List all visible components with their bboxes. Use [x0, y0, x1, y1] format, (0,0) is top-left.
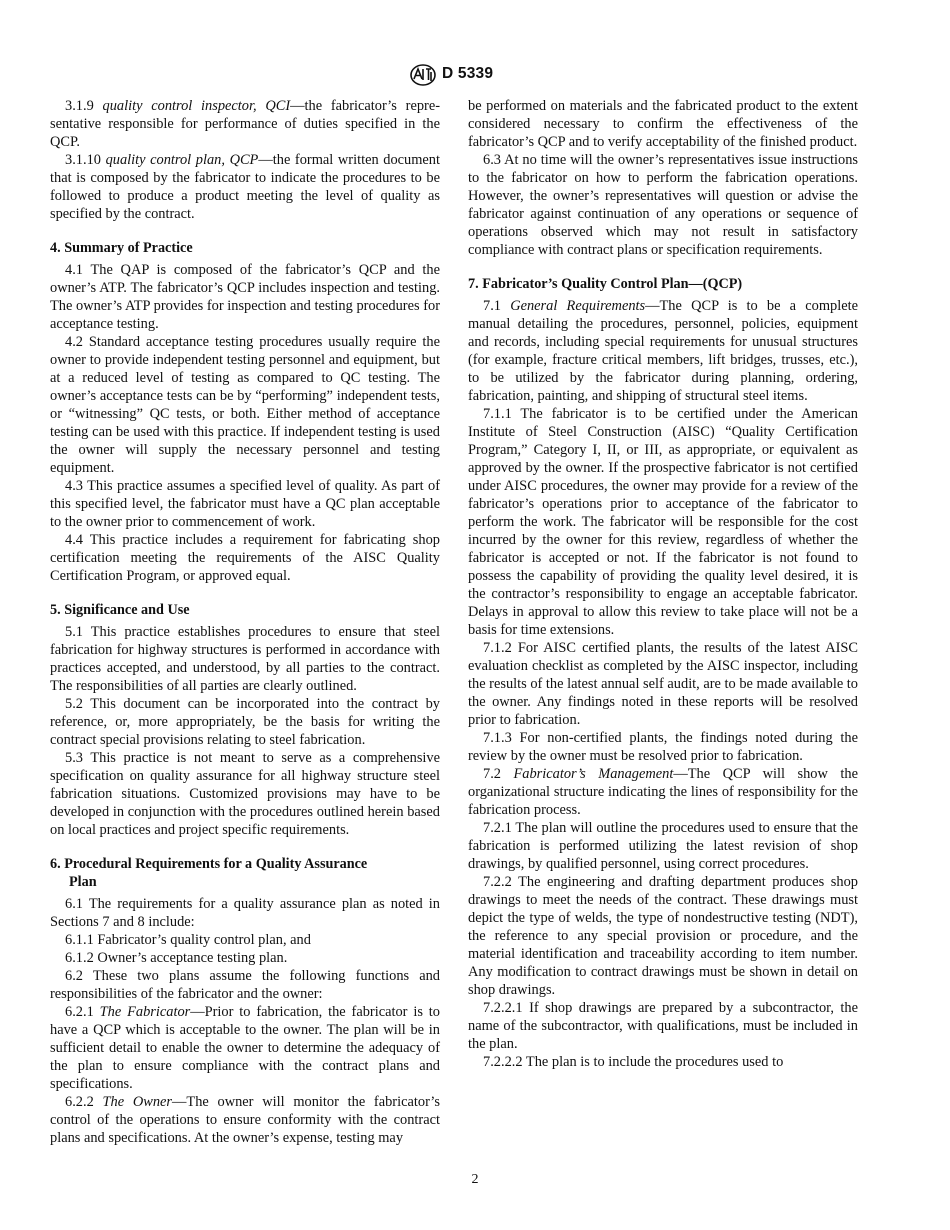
paragraph: [468, 151, 858, 259]
clause-number: 5.1: [65, 624, 91, 640]
clause-text: At no time will the owner’s representatives issue instructions to the fabricator on how to perform the fabrication operations. However, the owner’s representatives will question or advise the fabricator against continuation of any operations or sequence of operations observed which may not result in satisfactory compliance with contract plans or specification requirements.: [468, 152, 858, 258]
paragraph: [50, 695, 440, 749]
paragraph: [50, 749, 440, 839]
clause-text: These two plans assume the following functions and responsibilities of the fabricator and the owner:: [50, 968, 441, 1002]
astm-logo-icon: [410, 64, 436, 86]
left-column: [50, 97, 440, 1147]
clause-text: —The owner will monitor the fabricator’s control of the operations to ensure conformity with the contract plans and specifications. At the owner’s expense, testing may: [50, 1094, 440, 1146]
clause-text: The requirements for a quality assurance plan as noted in Sections 7 and 8 include:: [50, 896, 440, 930]
clause-term: Fabricator’s Management: [513, 766, 674, 782]
clause-text: —The QCP is to be a complete manual detailing the procedures, personnel, policies, equipment and records, including special requirements for unusual structures (for example, fracture critical members, lift bridges, trusses, etc.), to be utilized by the fabricator during planning, ordering, fabrication, painting, and shipping of structural steel items.: [468, 298, 858, 404]
clause-number: 6.2.2: [65, 1094, 103, 1110]
clause-text: be performed on materials and the fabricated product to the extent considered necessary to confirm the effectiveness of the fabricator’s QCP and to verify acceptability of the finished product.: [468, 98, 858, 150]
clause-number: 5.2: [65, 696, 91, 712]
clause-number: 6.3: [483, 152, 505, 168]
clause-number: 5.3: [65, 750, 91, 766]
clause-text: Standard acceptance testing procedures usually require the owner to provide independent testing personnel and equipment, but at a reduced level of testing as compared to QC testing. The owner’s acceptance tests can be by “performing” independent tests, or “witnessing” QC tests, or both. Either method of acceptance testing can be used with this practice. If independent testing is used the owner will supply the necessary personnel and testing equipment.: [50, 334, 440, 476]
clause-number: 7.1.3: [483, 730, 520, 746]
paragraph: [50, 949, 440, 967]
clause-number: 7.2.2.2: [483, 1054, 526, 1070]
paragraph: [50, 151, 440, 223]
document-designation: D 5339: [442, 65, 494, 82]
paragraph: [468, 873, 858, 999]
clause-text: —the formal written document that is composed by the fabricator to indicate the procedures to be followed to produce a product meeting the level of quality as specified by the contract.: [50, 152, 440, 222]
clause-number: 7.1.1: [483, 406, 521, 422]
clause-text: For AISC certified plants, the results of the latest AISC evaluation checklist as completed by the AISC inspector, including the results of the latest annual self audit, are to be made available to the owner. Any findings noted in these reports will be resolved prior to fabrication.: [468, 640, 859, 728]
clause-number: 6.1.2: [65, 950, 98, 966]
paragraph: [50, 895, 440, 931]
section-heading-text: 6. Procedural Requirements for a Quality Assurance: [50, 856, 368, 872]
paragraph: [468, 405, 858, 639]
paragraph: [468, 1053, 858, 1071]
clause-text: This practice assumes a specified level of quality. As part of this specified level, the fabricator must have a QC plan acceptable to the owner prior to commencement of work.: [50, 478, 441, 530]
clause-number: 7.2.2.1: [483, 1000, 530, 1016]
clause-number: 3.1.10: [65, 152, 106, 168]
paragraph: [50, 531, 440, 585]
section-heading: [50, 601, 440, 619]
clause-text: This practice includes a requirement for fabricating shop certification meeting the requirements of the AISC Quality Certification Program, or approved equal.: [50, 532, 440, 584]
paragraph: [468, 999, 858, 1053]
clause-text: —the fabricator’s representative responsible for performance of duties specified in the QCP.: [50, 98, 440, 150]
clause-number: 6.1: [65, 896, 89, 912]
section-heading: [50, 239, 440, 257]
clause-text: For non-certified plants, the findings noted during the review by the owner must be resolved prior to fabrication.: [468, 730, 858, 764]
paragraph: [468, 765, 858, 819]
clause-text: The engineering and drafting department produces shop drawings to meet the needs of the contract. These drawings must depict the type of welds, the type of nondestructive testing (NDT), the reference to any special provision or procedure, and the material identification and traceability according to item number. Any modification to contract drawings must be shown in detail on shop drawings.: [468, 874, 858, 998]
clause-text: —The QCP will show the organizational structure indicating the lines of responsibility for the fabrication process.: [468, 766, 858, 818]
page-number: 2: [471, 1172, 479, 1187]
paragraph: [50, 931, 440, 949]
right-column: [468, 97, 858, 1071]
section-heading-text: 7. Fabricator’s Quality Control Plan—(QCP): [468, 276, 743, 292]
clause-number: 7.2.1: [483, 820, 516, 836]
paragraph: [50, 261, 440, 333]
paragraph: [468, 639, 858, 729]
clause-number: 4.3: [65, 478, 88, 494]
paragraph-continuation: [468, 97, 858, 151]
section-heading-text: 4. Summary of Practice: [50, 240, 193, 256]
clause-number: 3.1.9: [65, 98, 103, 114]
clause-number: 6.1.1: [65, 932, 98, 948]
clause-number: 7.1: [483, 298, 511, 314]
paragraph: [50, 967, 440, 1003]
section-heading-continuation: Plan: [69, 874, 97, 890]
clause-text: This practice is not meant to serve as a comprehensive specification on quality assurance for all highway structure steel fabrication situations. Customized provisions may have to be developed in conjunction with the procedures outlined herein based on local practices and project specific requirements.: [50, 750, 440, 838]
paragraph: [50, 477, 440, 531]
clause-text: Owner’s acceptance testing plan.: [97, 950, 288, 966]
clause-number: 7.2.2: [483, 874, 519, 890]
paragraph: [50, 1003, 440, 1093]
clause-text: Fabricator’s quality control plan, and: [97, 932, 311, 948]
clause-number: 7.1.2: [483, 640, 518, 656]
paragraph: [50, 97, 440, 151]
clause-text: The plan is to include the procedures used to: [525, 1054, 784, 1070]
paragraph: [468, 819, 858, 873]
clause-text: The fabricator is to be certified under the American Institute of Steel Construction (AISC) “Quality Certification Program,” Category I, II, or III, as appropriate, or equivalent as approved by the owner. If the prospective fabricator is not certified under AISC procedures, the owner may provide for a review of the fabricator’s operations prior to acceptance of the fabricator to perform the work. The fabricator will be responsible for the cost incurred by the owner for this review, regardless of whether the fabricator is accepted or not. If the fabricator is not found to possess the capability of providing the quality level desired, it is the contractor’s responsibility to engage an acceptable fabricator. Delays in approval to allow this review to take place will not be a basis for time extensions.: [468, 406, 858, 638]
clause-text: This practice establishes procedures to ensure that steel fabrication for highway structures is performed in accordance with practices accepted, and understood, by all parties to the contract. The responsibilities of all parties are clearly outlined.: [50, 624, 441, 694]
clause-term: quality control inspector, QCI: [102, 98, 291, 114]
paragraph: [50, 1093, 440, 1147]
paragraph: [468, 297, 858, 405]
paragraph: [468, 729, 858, 765]
clause-term: The Fabricator: [99, 1004, 191, 1020]
section-heading: [50, 855, 440, 891]
clause-number: 4.2: [65, 334, 89, 350]
clause-text: —Prior to fabrication, the fabricator is to have a QCP which is acceptable to the owner. The plan will be in sufficient detail to enable the owner to determine the adequacy of the plan to ensure compliance with the contract plans and specifications.: [50, 1004, 440, 1092]
clause-text: The QAP is composed of the fabricator’s QCP and the owner’s ATP. The fabricator’s QCP includes inspection and testing. The owner’s ATP provides for inspection and testing procedures for acceptance testing.: [50, 262, 440, 332]
section-heading: [468, 275, 858, 293]
clause-number: 6.2.1: [65, 1004, 100, 1020]
page-header: [0, 64, 950, 86]
clause-text: This document can be incorporated into the contract by reference, or, more appropriately, be the basis for writing the contract special provisions relating to steel fabrication.: [50, 696, 440, 748]
clause-number: 6.2: [65, 968, 93, 984]
clause-number: 4.1: [65, 262, 91, 278]
clause-term: The Owner: [102, 1094, 173, 1110]
paragraph: [50, 333, 440, 477]
clause-text: If shop drawings are prepared by a subcontractor, the name of the subcontractor, with qualifications, must be included in the plan.: [468, 1000, 859, 1052]
clause-text: The plan will outline the procedures used to ensure that the fabrication is performed utilizing the latest revision of shop drawings, by qualified personnel, using correct procedures.: [468, 820, 858, 872]
clause-number: 7.2: [483, 766, 514, 782]
clause-number: 4.4: [65, 532, 90, 548]
section-heading-text: 5. Significance and Use: [50, 602, 190, 618]
paragraph: [50, 623, 440, 695]
clause-term: General Requirements: [510, 298, 646, 314]
clause-term: quality control plan, QCP: [105, 152, 259, 168]
